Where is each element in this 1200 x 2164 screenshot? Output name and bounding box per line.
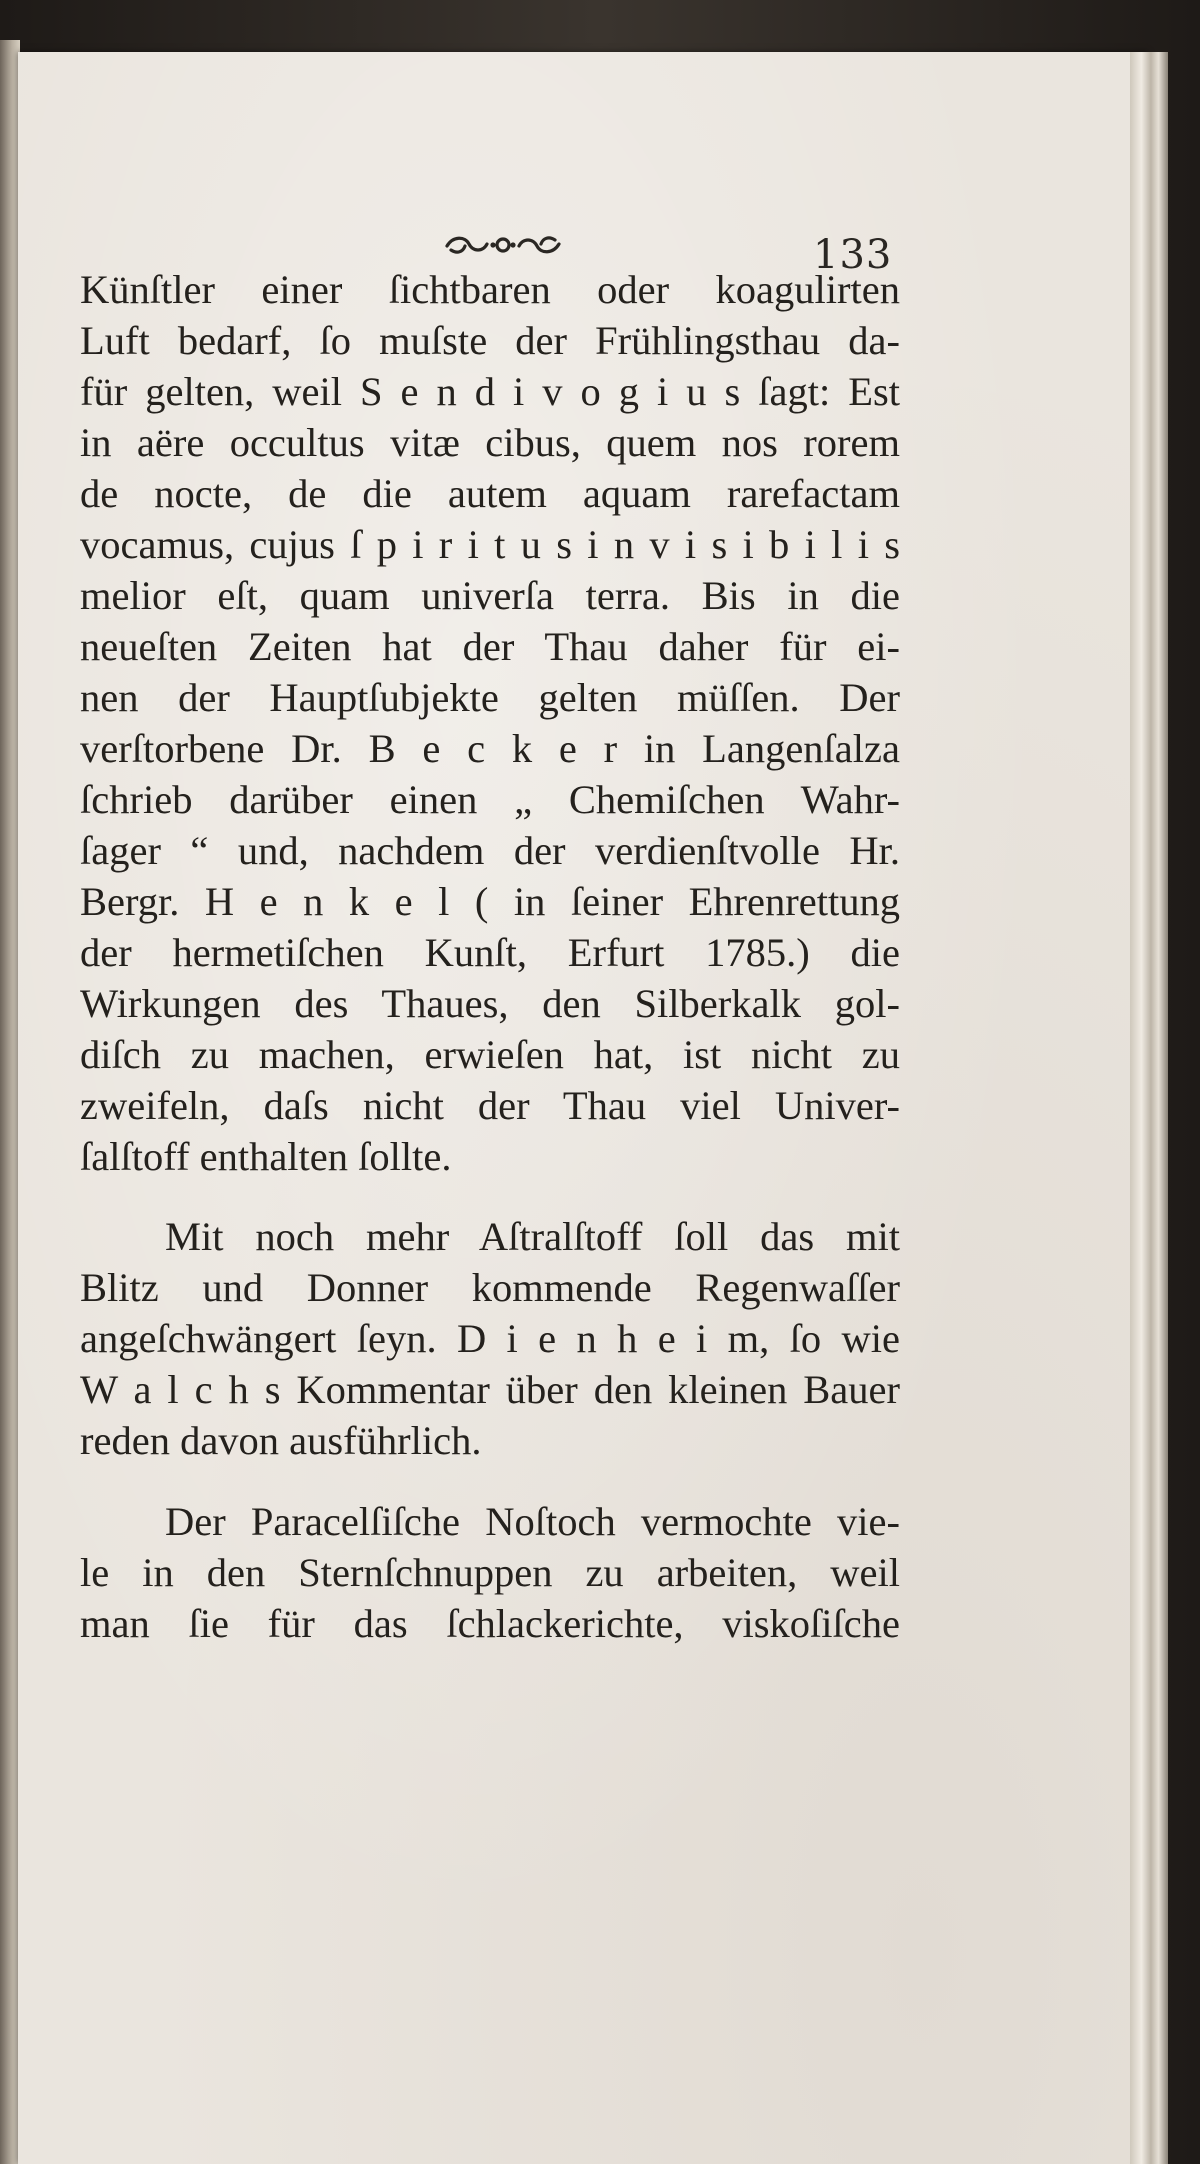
text-line: Mit noch mehr Aſtralſtoff ſoll das mit <box>165 1214 900 1259</box>
text-line: neueſten Zeiten hat der Thau daher für ei- <box>80 624 900 669</box>
text-line: vocamus, cujus ſ p i r i t u s i n v i s i b i l i s <box>80 522 900 567</box>
text-line: Luft bedarf, ſo muſste der Frühlingsthau da- <box>80 318 900 363</box>
text-line: W a l c h s Kommentar über den kleinen Bauer <box>80 1367 900 1412</box>
page-stack-edge <box>1130 52 1168 2164</box>
text-line: Wirkungen des Thaues, den Silberkalk gol- <box>80 981 900 1026</box>
text-line: verſtorbene Dr. B e c k e r in Langenſalza <box>80 726 900 771</box>
text-line: Blitz und Donner kommende Regenwaſſer <box>80 1265 900 1310</box>
text-line: ſchrieb darüber einen „ Chemiſchen Wahr- <box>80 777 900 822</box>
text-line: angeſchwängert ſeyn. D i e n h e i m, ſo wie <box>80 1316 900 1361</box>
text-line: für gelten, weil S e n d i v o g i u s ſagt: Est <box>80 369 900 414</box>
text-line: man ſie für das ſchlackerichte, viskoſiſche <box>80 1601 900 1646</box>
book-page <box>18 52 1148 2164</box>
text-line: le in den Sternſchnuppen zu arbeiten, weil <box>80 1550 900 1595</box>
text-line: ſalſtoff enthalten ſollte. <box>80 1134 452 1179</box>
text-line: reden davon ausführlich. <box>80 1418 482 1463</box>
text-line: nen der Hauptſubjekte gelten müſſen. Der <box>80 675 900 720</box>
text-line: zweifeln, daſs nicht der Thau viel Univer- <box>80 1083 900 1128</box>
text-line: der hermetiſchen Kunſt, Erfurt 1785.) die <box>80 930 900 975</box>
text-line: ſager “ und, nachdem der verdienſtvolle Hr. <box>80 828 900 873</box>
text-line: Künſtler einer ſichtbaren oder koagulirten <box>80 267 900 312</box>
text-line: de nocte, de die autem aquam rarefactam <box>80 471 900 516</box>
text-line: Der Paracelſiſche Noſtoch vermochte vie- <box>165 1499 900 1544</box>
text-line: diſch zu machen, erwieſen hat, ist nicht zu <box>80 1032 900 1077</box>
previous-page-edge <box>0 40 20 2164</box>
text-line: melior eſt, quam univerſa terra. Bis in die <box>80 573 900 618</box>
ornament-headpiece-icon <box>443 230 563 260</box>
page-number: 133 <box>813 232 893 278</box>
text-line: in aëre occultus vitæ cibus, quem nos rorem <box>80 420 900 465</box>
text-line: Bergr. H e n k e l ( in ſeiner Ehrenrettung <box>80 879 900 924</box>
